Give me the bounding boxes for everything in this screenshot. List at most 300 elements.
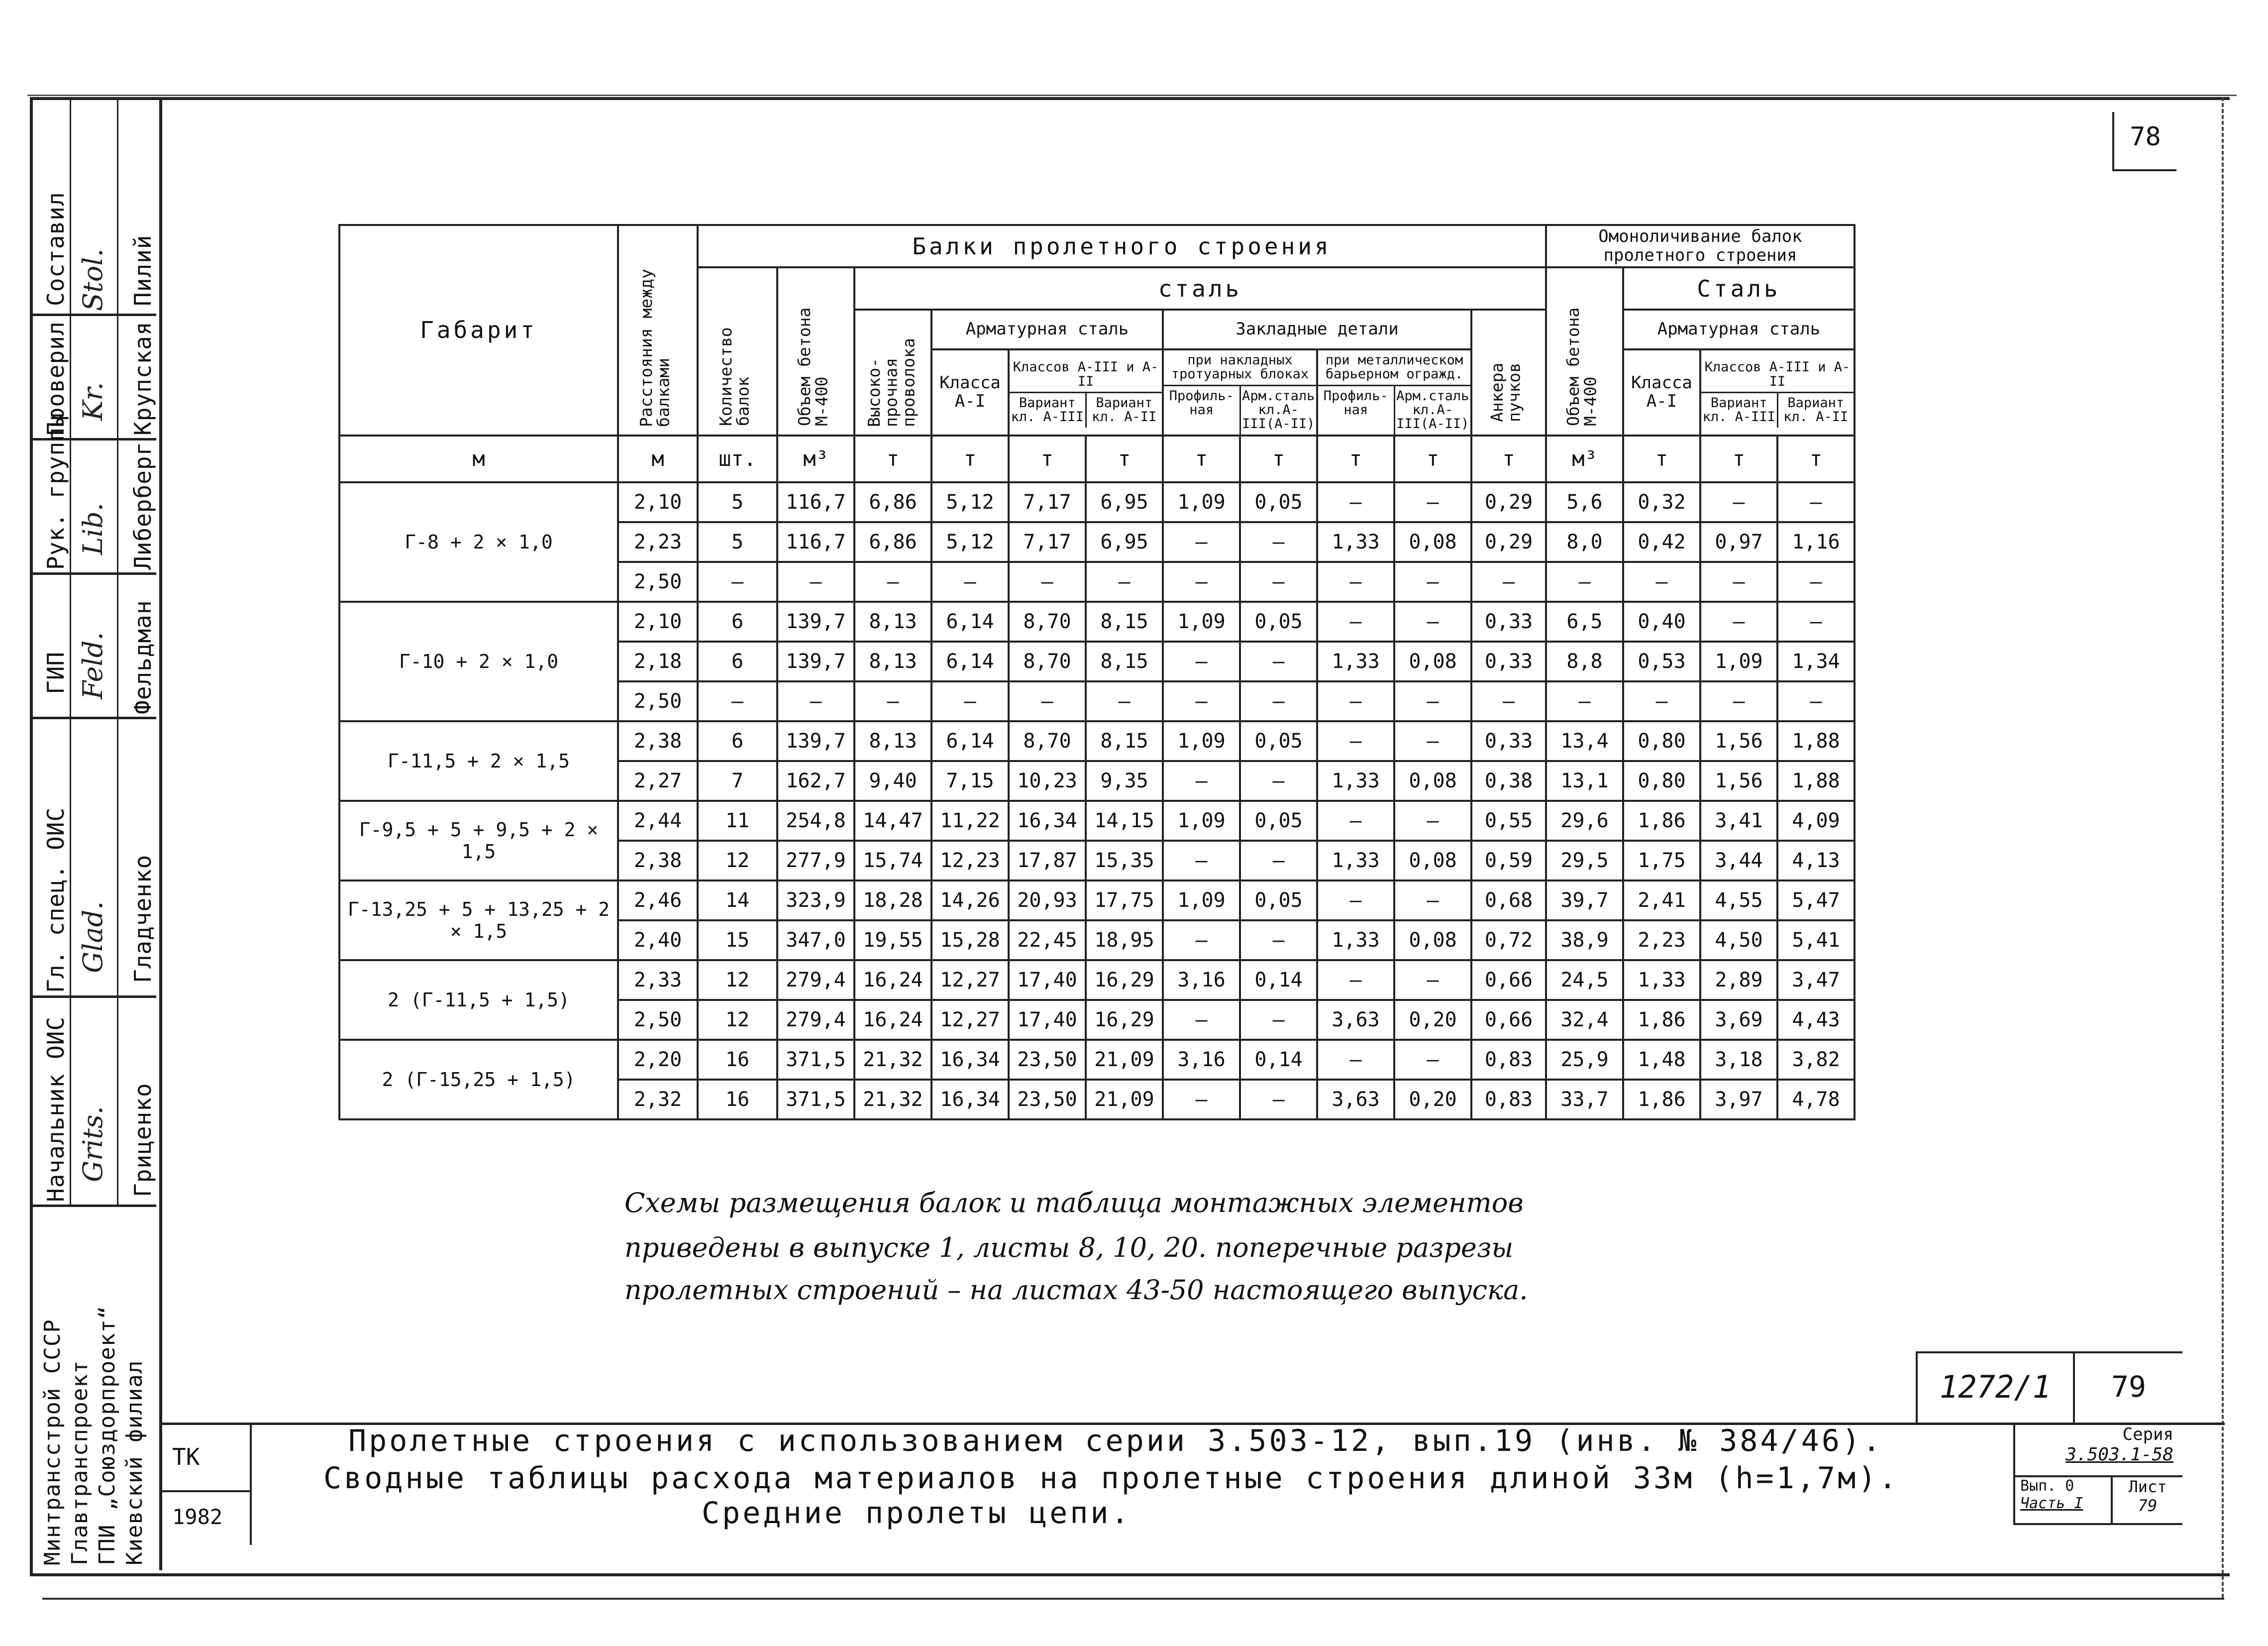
series-box xyxy=(2013,1423,2182,1477)
table-cell: — xyxy=(1546,681,1623,721)
table-cell: — xyxy=(1163,562,1240,602)
gabarit-cell: Г-9,5 + 5 + 9,5 + 2 × 1,5 xyxy=(339,801,618,880)
header-monolith: Омоноличивание балок пролетного строения xyxy=(1546,225,1855,267)
page-number: 78 xyxy=(2130,122,2161,152)
table-cell: 0,38 xyxy=(1471,761,1546,801)
header-class-a1-2: Класса А-I xyxy=(1623,349,1700,436)
table-cell: 8,15 xyxy=(1086,642,1163,681)
table-cell: 21,32 xyxy=(854,1080,931,1119)
table-cell: 16 xyxy=(698,1080,777,1119)
title-line-2: Сводные таблицы расхода материалов на пролетные строения длиной 33м (h=1,7м). xyxy=(323,1461,1899,1496)
table-cell: 18,95 xyxy=(1086,920,1163,960)
gabarit-cell: Г-13,25 + 5 + 13,25 + 2 × 1,5 xyxy=(339,880,618,960)
table-cell: — xyxy=(1777,681,1855,721)
table-cell: — xyxy=(1163,681,1240,721)
table-cell: 9,40 xyxy=(854,761,931,801)
table-cell: — xyxy=(1086,681,1163,721)
gabarit-cell: Г-8 + 2 × 1,0 xyxy=(339,482,618,602)
table-cell: 279,4 xyxy=(777,960,854,1000)
table-cell: — xyxy=(1317,801,1394,841)
table-cell: 3,16 xyxy=(1163,1040,1240,1080)
table-cell: — xyxy=(1394,602,1471,642)
role-checked: Проверил xyxy=(42,321,69,436)
table-cell: 1,09 xyxy=(1163,801,1240,841)
materials-table xyxy=(338,224,1856,1120)
table-cell: 7,17 xyxy=(1009,482,1086,522)
table-row xyxy=(339,602,1855,642)
table-cell: 0,14 xyxy=(1240,960,1317,1000)
note-line-2: приведены в выпуске 1, листы 8, 10, 20. поперечные разрезы xyxy=(624,1232,1514,1263)
table-row xyxy=(339,721,1855,761)
table-cell: 7,15 xyxy=(931,761,1009,801)
year-label: 1982 xyxy=(162,1490,252,1545)
table-cell: 0,40 xyxy=(1623,602,1700,642)
table-cell: 12,27 xyxy=(931,1000,1009,1040)
table-cell: 2,33 xyxy=(618,960,698,1000)
table-cell: — xyxy=(1700,681,1777,721)
stamp-divider xyxy=(70,97,71,1207)
table-cell: 0,05 xyxy=(1240,482,1317,522)
table-cell: 5,12 xyxy=(931,482,1009,522)
header-rebar-1: Арм.сталь кл.А-III(А-II) xyxy=(1242,388,1315,432)
table-cell: 0,32 xyxy=(1623,482,1700,522)
table-cell: — xyxy=(1240,522,1317,562)
table-cell: 6 xyxy=(698,642,777,681)
table-cell: 0,80 xyxy=(1623,721,1700,761)
table-cell: 0,33 xyxy=(1471,721,1546,761)
page-number-box xyxy=(2112,112,2176,171)
units-row xyxy=(339,436,1855,482)
unit-cell: т xyxy=(1777,436,1855,482)
table-cell: 3,18 xyxy=(1700,1040,1777,1080)
gabarit-cell: Г-11,5 + 2 × 1,5 xyxy=(339,721,618,801)
table-cell: 2,20 xyxy=(618,1040,698,1080)
issue-box xyxy=(2013,1475,2113,1525)
table-cell: 16,24 xyxy=(854,960,931,1000)
table-cell: 14 xyxy=(698,880,777,920)
table-cell: 1,34 xyxy=(1777,642,1855,681)
name-checked: Крупская xyxy=(129,321,156,436)
table-cell: — xyxy=(1777,482,1855,522)
table-cell: — xyxy=(854,562,931,602)
table-cell: — xyxy=(1394,681,1471,721)
sheet-top-border xyxy=(27,95,2237,96)
sheet-value: 79 xyxy=(2138,1496,2158,1515)
table-cell: 1,88 xyxy=(1777,761,1855,801)
table-cell: 12,27 xyxy=(931,960,1009,1000)
table-cell: 12 xyxy=(698,960,777,1000)
table-cell: — xyxy=(1086,562,1163,602)
sheet-box xyxy=(2111,1475,2182,1525)
table-cell: 2,50 xyxy=(618,562,698,602)
table-cell: 2,50 xyxy=(618,681,698,721)
table-cell: 0,08 xyxy=(1394,761,1471,801)
table-cell: 29,6 xyxy=(1546,801,1623,841)
table-cell: — xyxy=(1163,1000,1240,1040)
table-cell: 14,15 xyxy=(1086,801,1163,841)
org-main: Главтранспроект xyxy=(67,1360,93,1565)
table-cell: 4,78 xyxy=(1777,1080,1855,1119)
table-cell: 371,5 xyxy=(777,1080,854,1119)
table-cell: 19,55 xyxy=(854,920,931,960)
table-cell: 3,47 xyxy=(1777,960,1855,1000)
table-cell: 5,6 xyxy=(1546,482,1623,522)
header-class-a1: Класса А-I xyxy=(931,349,1009,436)
table-cell: 8,13 xyxy=(854,721,931,761)
header-overhead-blocks: при накладных тротуарных блоках Профиль-ная Арм.сталь кл.А-III(А-II) xyxy=(1163,349,1317,436)
header-wire: Высоко-прочная проволока xyxy=(854,310,931,436)
table-cell: 3,97 xyxy=(1700,1080,1777,1119)
table-cell: — xyxy=(1394,482,1471,522)
table-cell: 1,33 xyxy=(1317,642,1394,681)
table-cell: 0,55 xyxy=(1471,801,1546,841)
role-chief-specialist: Гл. спец. ОИС xyxy=(42,807,69,993)
table-cell: 5,12 xyxy=(931,522,1009,562)
table-cell: 323,9 xyxy=(777,880,854,920)
table-cell: 6,14 xyxy=(931,721,1009,761)
part-label: Часть I xyxy=(2020,1495,2083,1512)
table-cell: 1,33 xyxy=(1317,920,1394,960)
table-cell: — xyxy=(777,681,854,721)
table-cell: 16,34 xyxy=(931,1040,1009,1080)
table-cell: 5 xyxy=(698,482,777,522)
table-cell: 10,23 xyxy=(1009,761,1086,801)
table-cell: 3,44 xyxy=(1700,841,1777,880)
doc-number: 1272/1 xyxy=(1916,1351,2075,1424)
table-cell: 0,80 xyxy=(1623,761,1700,801)
table-cell: 13,4 xyxy=(1546,721,1623,761)
issue-label: Вып. 0 xyxy=(2020,1477,2074,1495)
table-cell: 371,5 xyxy=(777,1040,854,1080)
table-cell: 2,44 xyxy=(618,801,698,841)
table-cell: — xyxy=(1471,681,1546,721)
table-cell: 0,29 xyxy=(1471,482,1546,522)
signature-1: Stol. xyxy=(77,248,108,311)
header-profile-2: Профиль-ная xyxy=(1318,386,1395,435)
role-group-lead: Рук. группы xyxy=(42,413,69,570)
table-cell: 2,10 xyxy=(618,602,698,642)
table-cell: 0,59 xyxy=(1471,841,1546,880)
table-cell: 1,33 xyxy=(1317,522,1394,562)
header-var-a2: Вариант кл. А-II xyxy=(1092,395,1157,425)
table-cell: 2,27 xyxy=(618,761,698,801)
table-cell: 139,7 xyxy=(777,602,854,642)
table-cell: 0,08 xyxy=(1394,841,1471,880)
table-cell: 0,42 xyxy=(1623,522,1700,562)
table-cell: 1,56 xyxy=(1700,761,1777,801)
role-department-head: Начальник ОИС xyxy=(42,1016,69,1202)
table-cell: 0,05 xyxy=(1240,880,1317,920)
table-cell: — xyxy=(931,681,1009,721)
signature-2: Kr. xyxy=(77,382,108,421)
signature-5: Glad. xyxy=(77,901,108,973)
table-cell: — xyxy=(1546,562,1623,602)
table-cell: 7,17 xyxy=(1009,522,1086,562)
series-value: 3.503.1-58 xyxy=(2065,1444,2173,1465)
table-cell: 8,13 xyxy=(854,642,931,681)
table-cell: 23,50 xyxy=(1009,1040,1086,1080)
table-cell: — xyxy=(1700,602,1777,642)
table-cell: 16,29 xyxy=(1086,960,1163,1000)
table-cell: — xyxy=(1240,920,1317,960)
table-cell: 116,7 xyxy=(777,522,854,562)
table-cell: 162,7 xyxy=(777,761,854,801)
table-row xyxy=(339,880,1855,920)
table-cell: 1,16 xyxy=(1777,522,1855,562)
table-cell: — xyxy=(1317,880,1394,920)
table-cell: — xyxy=(1240,1080,1317,1119)
gabarit-cell: 2 (Г-11,5 + 1,5) xyxy=(339,960,618,1040)
table-cell: 1,09 xyxy=(1163,602,1240,642)
table-cell: 15,28 xyxy=(931,920,1009,960)
series-label: Серия xyxy=(2122,1425,2173,1444)
table-cell: — xyxy=(1394,1040,1471,1080)
table-cell: 8,70 xyxy=(1009,642,1086,681)
tk-label: ТК xyxy=(162,1423,252,1492)
table-cell: 17,75 xyxy=(1086,880,1163,920)
table-cell: 279,4 xyxy=(777,1000,854,1040)
name-composed: Пилий xyxy=(129,234,156,306)
table-cell: — xyxy=(1623,681,1700,721)
table-cell: — xyxy=(1163,522,1240,562)
table-cell: 254,8 xyxy=(777,801,854,841)
table-cell: — xyxy=(1777,602,1855,642)
unit-cell: т xyxy=(931,436,1009,482)
table-cell: 8,0 xyxy=(1546,522,1623,562)
table-cell: — xyxy=(931,562,1009,602)
table-cell: 8,70 xyxy=(1009,602,1086,642)
signature-4: Feld. xyxy=(77,632,108,699)
table-cell: 4,43 xyxy=(1777,1000,1855,1040)
unit-cell: шт. xyxy=(698,436,777,482)
table-cell: 139,7 xyxy=(777,721,854,761)
header-var-a3: Вариант кл. А-III xyxy=(1010,393,1087,428)
unit-cell: т xyxy=(1317,436,1394,482)
table-cell: 0,29 xyxy=(1471,522,1546,562)
name-chief-engineer: Фельдман xyxy=(129,600,156,714)
table-cell: 2,46 xyxy=(618,880,698,920)
table-cell: 6,86 xyxy=(854,522,931,562)
table-cell: 8,15 xyxy=(1086,721,1163,761)
header-distance: Расстояния между балками xyxy=(618,225,698,436)
table-cell: — xyxy=(1163,841,1240,880)
header-profile-1: Профиль-ная xyxy=(1164,386,1241,435)
table-cell: 116,7 xyxy=(777,482,854,522)
table-cell: 23,50 xyxy=(1009,1080,1086,1119)
table-row xyxy=(339,482,1855,522)
table-cell: 2,32 xyxy=(618,1080,698,1119)
table-cell: 0,53 xyxy=(1623,642,1700,681)
table-cell: 29,5 xyxy=(1546,841,1623,880)
table-cell: 4,13 xyxy=(1777,841,1855,880)
table-cell: 3,16 xyxy=(1163,960,1240,1000)
table-cell: 2,38 xyxy=(618,841,698,880)
table-cell: 0,68 xyxy=(1471,880,1546,920)
table-row xyxy=(339,801,1855,841)
approval-stamp xyxy=(30,97,162,1570)
table-cell: 14,26 xyxy=(931,880,1009,920)
table-cell: 11 xyxy=(698,801,777,841)
table-cell: — xyxy=(1471,562,1546,602)
table-cell: 0,08 xyxy=(1394,920,1471,960)
name-department-head: Гриценко xyxy=(129,1083,156,1197)
table-cell: 2,38 xyxy=(618,721,698,761)
table-cell: 1,09 xyxy=(1163,721,1240,761)
table-cell: 5,41 xyxy=(1777,920,1855,960)
table-cell: — xyxy=(1317,721,1394,761)
table-row xyxy=(339,960,1855,1000)
table-cell: 0,20 xyxy=(1394,1000,1471,1040)
table-cell: 2,41 xyxy=(1623,880,1700,920)
table-cell: — xyxy=(1317,562,1394,602)
title-line-1: Пролетные строения с использованием серии 3.503-12, вып.19 (инв. № 384/46). xyxy=(348,1424,1883,1458)
table-cell: 32,4 xyxy=(1546,1000,1623,1040)
table-cell: 9,35 xyxy=(1086,761,1163,801)
table-cell: — xyxy=(1317,602,1394,642)
table-cell: 0,08 xyxy=(1394,642,1471,681)
table-cell: — xyxy=(698,681,777,721)
unit-cell: т xyxy=(1086,436,1163,482)
table-cell: 0,83 xyxy=(1471,1080,1546,1119)
table-cell: 21,09 xyxy=(1086,1080,1163,1119)
table-cell: — xyxy=(777,562,854,602)
unit-cell: т xyxy=(1240,436,1317,482)
table-cell: 16,34 xyxy=(1009,801,1086,841)
table-cell: — xyxy=(698,562,777,602)
table-cell: 0,97 xyxy=(1700,522,1777,562)
header-concrete: Объем бетона М-400 xyxy=(777,267,854,436)
role-composed: Составил xyxy=(42,192,69,306)
table-cell: — xyxy=(1700,562,1777,602)
table-cell: 39,7 xyxy=(1546,880,1623,920)
table-cell: 6,14 xyxy=(931,602,1009,642)
table-cell: 0,05 xyxy=(1240,801,1317,841)
table-cell: 3,82 xyxy=(1777,1040,1855,1080)
table-cell: 8,8 xyxy=(1546,642,1623,681)
table-cell: 12 xyxy=(698,1000,777,1040)
name-chief-specialist: Гладченко xyxy=(129,854,156,983)
table-cell: 347,0 xyxy=(777,920,854,960)
table-cell: 20,93 xyxy=(1009,880,1086,920)
header-var-2b: Вариант кл. А-II xyxy=(1783,395,1849,425)
table-cell: — xyxy=(1240,841,1317,880)
table-cell: 22,45 xyxy=(1009,920,1086,960)
table-cell: 7 xyxy=(698,761,777,801)
header-gabarit: Габарит xyxy=(339,225,618,436)
table-cell: 12 xyxy=(698,841,777,880)
header-rebar: Арматурная сталь xyxy=(931,310,1163,349)
table-cell: 12,23 xyxy=(931,841,1009,880)
table-cell: 1,33 xyxy=(1317,761,1394,801)
table-cell: — xyxy=(1009,681,1086,721)
table-cell: 16,34 xyxy=(931,1080,1009,1119)
table-cell: 2,89 xyxy=(1700,960,1777,1000)
header-anchor: Анкера пучков xyxy=(1471,310,1546,436)
table-cell: 1,09 xyxy=(1163,880,1240,920)
unit-cell: т xyxy=(1009,436,1086,482)
table-cell: 8,13 xyxy=(854,602,931,642)
table-cell: — xyxy=(1163,642,1240,681)
table-cell: — xyxy=(1163,1080,1240,1119)
table-cell: 0,33 xyxy=(1471,602,1546,642)
table-cell: 6,14 xyxy=(931,642,1009,681)
table-cell: 0,72 xyxy=(1471,920,1546,960)
unit-cell: м xyxy=(618,436,698,482)
unit-cell: т xyxy=(1700,436,1777,482)
table-cell: — xyxy=(1394,562,1471,602)
header-embedded: Закладные детали xyxy=(1163,310,1471,349)
header-rebar-2-embedded: Арм.сталь кл.А-III(А-II) xyxy=(1396,388,1469,432)
table-cell: — xyxy=(1777,562,1855,602)
table-cell: — xyxy=(1317,960,1394,1000)
table-cell: 5,47 xyxy=(1777,880,1855,920)
table-cell: 277,9 xyxy=(777,841,854,880)
header-var-2a: Вариант кл. А-III xyxy=(1701,393,1778,428)
table-cell: — xyxy=(1700,482,1777,522)
table-cell: 3,63 xyxy=(1317,1000,1394,1040)
unit-cell: т xyxy=(1394,436,1471,482)
table-cell: — xyxy=(1394,880,1471,920)
table-cell: 24,5 xyxy=(1546,960,1623,1000)
table-cell: 3,41 xyxy=(1700,801,1777,841)
table-cell: 4,55 xyxy=(1700,880,1777,920)
table-cell: — xyxy=(1163,761,1240,801)
table-cell: 25,9 xyxy=(1546,1040,1623,1080)
table-cell: 16,29 xyxy=(1086,1000,1163,1040)
table-cell: 2,10 xyxy=(618,482,698,522)
table-cell: 1,56 xyxy=(1700,721,1777,761)
table-cell: 2,23 xyxy=(1623,920,1700,960)
table-cell: 17,40 xyxy=(1009,960,1086,1000)
table-cell: 15 xyxy=(698,920,777,960)
table-cell: — xyxy=(1240,642,1317,681)
unit-cell: м³ xyxy=(777,436,854,482)
table-cell: 13,1 xyxy=(1546,761,1623,801)
table-cell: 6,95 xyxy=(1086,522,1163,562)
unit-cell: м³ xyxy=(1546,436,1623,482)
header-classes-a3-a2: Классов А-III и А-II Вариант кл. А-III Вариант кл. А-II xyxy=(1009,349,1163,436)
header-count: Количество балок xyxy=(698,267,777,436)
table-row xyxy=(339,1040,1855,1080)
table-cell: 33,7 xyxy=(1546,1080,1623,1119)
table-cell: 2,18 xyxy=(618,642,698,681)
table-cell: 0,66 xyxy=(1471,1000,1546,1040)
table-cell: — xyxy=(1317,482,1394,522)
table-cell: 16 xyxy=(698,1040,777,1080)
table-cell: 2,50 xyxy=(618,1000,698,1040)
table-cell: 5 xyxy=(698,522,777,562)
table-cell: 1,33 xyxy=(1623,960,1700,1000)
table-cell: — xyxy=(1317,681,1394,721)
table-cell: 0,66 xyxy=(1471,960,1546,1000)
table-cell: — xyxy=(1240,761,1317,801)
sheet-total: 79 xyxy=(2073,1351,2182,1424)
table-cell: 21,32 xyxy=(854,1040,931,1080)
table-cell: — xyxy=(1394,801,1471,841)
table-cell: 4,50 xyxy=(1700,920,1777,960)
table-cell: 3,63 xyxy=(1317,1080,1394,1119)
table-cell: 8,15 xyxy=(1086,602,1163,642)
table-cell: — xyxy=(1240,681,1317,721)
table-cell: 6,86 xyxy=(854,482,931,522)
table-cell: 0,05 xyxy=(1240,602,1317,642)
table-cell: 17,87 xyxy=(1009,841,1086,880)
table-cell: — xyxy=(1240,562,1317,602)
table-cell: 8,70 xyxy=(1009,721,1086,761)
signature-3: Lib. xyxy=(77,503,108,555)
table-cell: — xyxy=(854,681,931,721)
table-cell: — xyxy=(1163,920,1240,960)
